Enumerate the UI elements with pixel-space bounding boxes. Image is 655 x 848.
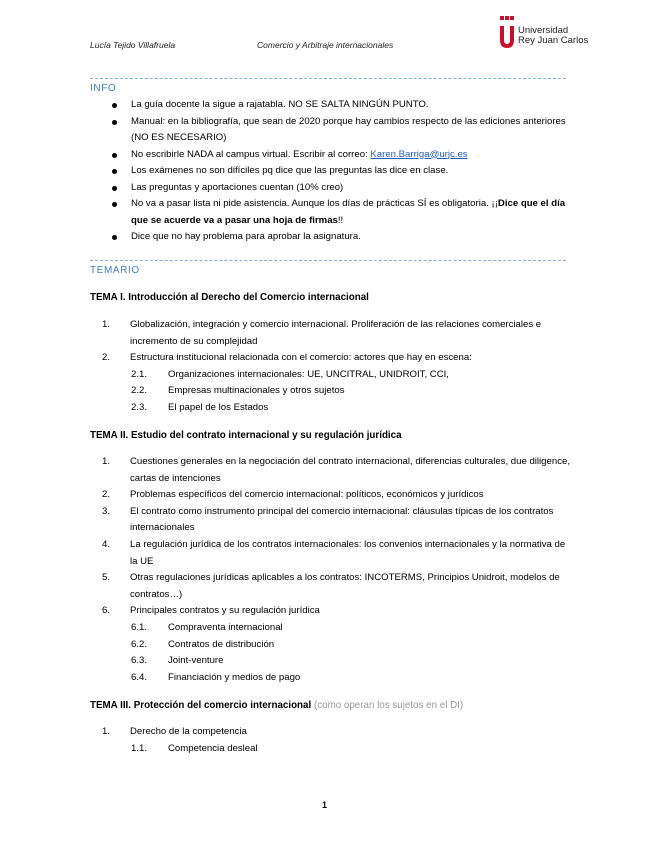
info-bullet-list	[112, 97, 572, 246]
tema-2-list	[90, 454, 570, 686]
list-subitem: 2.2. Empresas multinacionales y otros sujetos	[131, 385, 345, 397]
list-subitem: 6.2. Contratos de distribución	[131, 638, 275, 650]
list-item: Las preguntas y aportaciones cuentan (10% creo)	[112, 180, 572, 197]
list-item: Dice que no hay problema para aprobar la asignatura.	[112, 229, 572, 246]
list-subitem: 6.1. Compraventa internacional	[131, 621, 283, 633]
tema-3-title: TEMA III. Protección del comercio internacional (como operan los sujetos en el DI)	[90, 700, 464, 711]
list-subitem: 6.4. Financiación y medios de pago	[131, 671, 301, 683]
bullet-dot-icon	[112, 186, 117, 191]
header-course: Comercio y Arbitraje internacionales	[257, 40, 394, 50]
list-subitem: 6.3. Joint-venture	[131, 655, 224, 667]
list-item: 2. Estructura institucional relacionada con el comercio: actores que hay en escena:	[102, 352, 472, 364]
tema-1-title: TEMA I. Introducción al Derecho del Comercio internacional	[90, 292, 369, 303]
header-author: Lucía Tejido Villafruela	[90, 40, 176, 50]
urjc-emblem-icon	[498, 16, 516, 50]
list-item: 2. Problemas específicos del comercio internacional: políticos, económicos y jurídicos	[102, 489, 484, 501]
list-subitem: 1.1. Competencia desleal	[131, 742, 258, 754]
list-item: 6. Principales contratos y su regulación jurídica	[102, 605, 320, 617]
bullet-dot-icon	[112, 202, 117, 207]
temario-section-title: TEMARIO	[90, 260, 566, 280]
university-name-line2: Rey Juan Carlos	[518, 35, 589, 46]
bullet-dot-icon	[112, 235, 117, 240]
tema-2-title: TEMA II. Estudio del contrato internacional y su regulación jurídica	[90, 430, 402, 441]
info-section-title: INFO	[90, 78, 566, 98]
list-item: Manual: en la bibliografía, que sean de 2020 porque hay cambios respecto de las ediciones anteriores (NO ES NECESARIO)	[112, 114, 572, 147]
list-item: La guía docente la sigue a rajatabla. NO SE SALTA NINGÚN PUNTO.	[112, 97, 572, 114]
list-item: 1. Derecho de la competencia	[102, 726, 247, 737]
tema-3-note: (como operan los sujetos en el DI)	[313, 700, 464, 711]
bullet-dot-icon	[112, 169, 117, 174]
list-item: No escribirle NADA al campus virtual. Escribir al correo: Karen.Barriga@urjc.es	[112, 147, 572, 164]
list-subitem: 2.1. Organizaciones internacionales: UE, UNCITRAL, UNIDROIT, CCI,	[131, 368, 449, 380]
list-item: 1. Cuestiones generales en la negociación del contrato internacional, diferencias culturales, due diligence, cartas de intenciones	[102, 456, 570, 484]
university-name-line1: Universidad	[518, 25, 569, 36]
page-number: 1	[322, 800, 328, 810]
list-item: 5. Otras regulaciones jurídicas aplicables a los contratos: INCOTERMS, Principios Unidroit, modelos de contratos…)	[102, 572, 560, 600]
email-link[interactable]: Karen.Barriga@urjc.es	[370, 148, 468, 160]
list-item: 3. El contrato como instrumento principal del comercio internacional: cláusulas típicas de los contratos internacionales	[102, 505, 554, 534]
list-item: 4. La regulación jurídica de los contratos internacionales: los convenios internacionales y la normativa de la UE	[102, 538, 566, 567]
university-logo	[498, 14, 598, 54]
tema-3-list	[90, 724, 570, 757]
tema-1-list	[90, 317, 570, 417]
list-item: Los exámenes no son difíciles pq dice que las preguntas las dice en clase.	[112, 163, 572, 180]
bullet-dot-icon	[112, 103, 117, 108]
bullet-dot-icon	[112, 120, 117, 125]
list-subitem: 2.3. El papel de los Estados	[131, 401, 269, 413]
bullet-dot-icon	[112, 153, 117, 158]
list-item: No va a pasar lista ni pide asistencia. Aunque los días de prácticas SÍ es obligatoria. ¡¡Dice que el día que se acuerde va a pasar una hoja de firmas!!	[112, 196, 572, 229]
list-item: 1. Globalización, integración y comercio internacional. Proliferación de las relaciones comerciales e incremento de su complejidad	[102, 319, 542, 347]
